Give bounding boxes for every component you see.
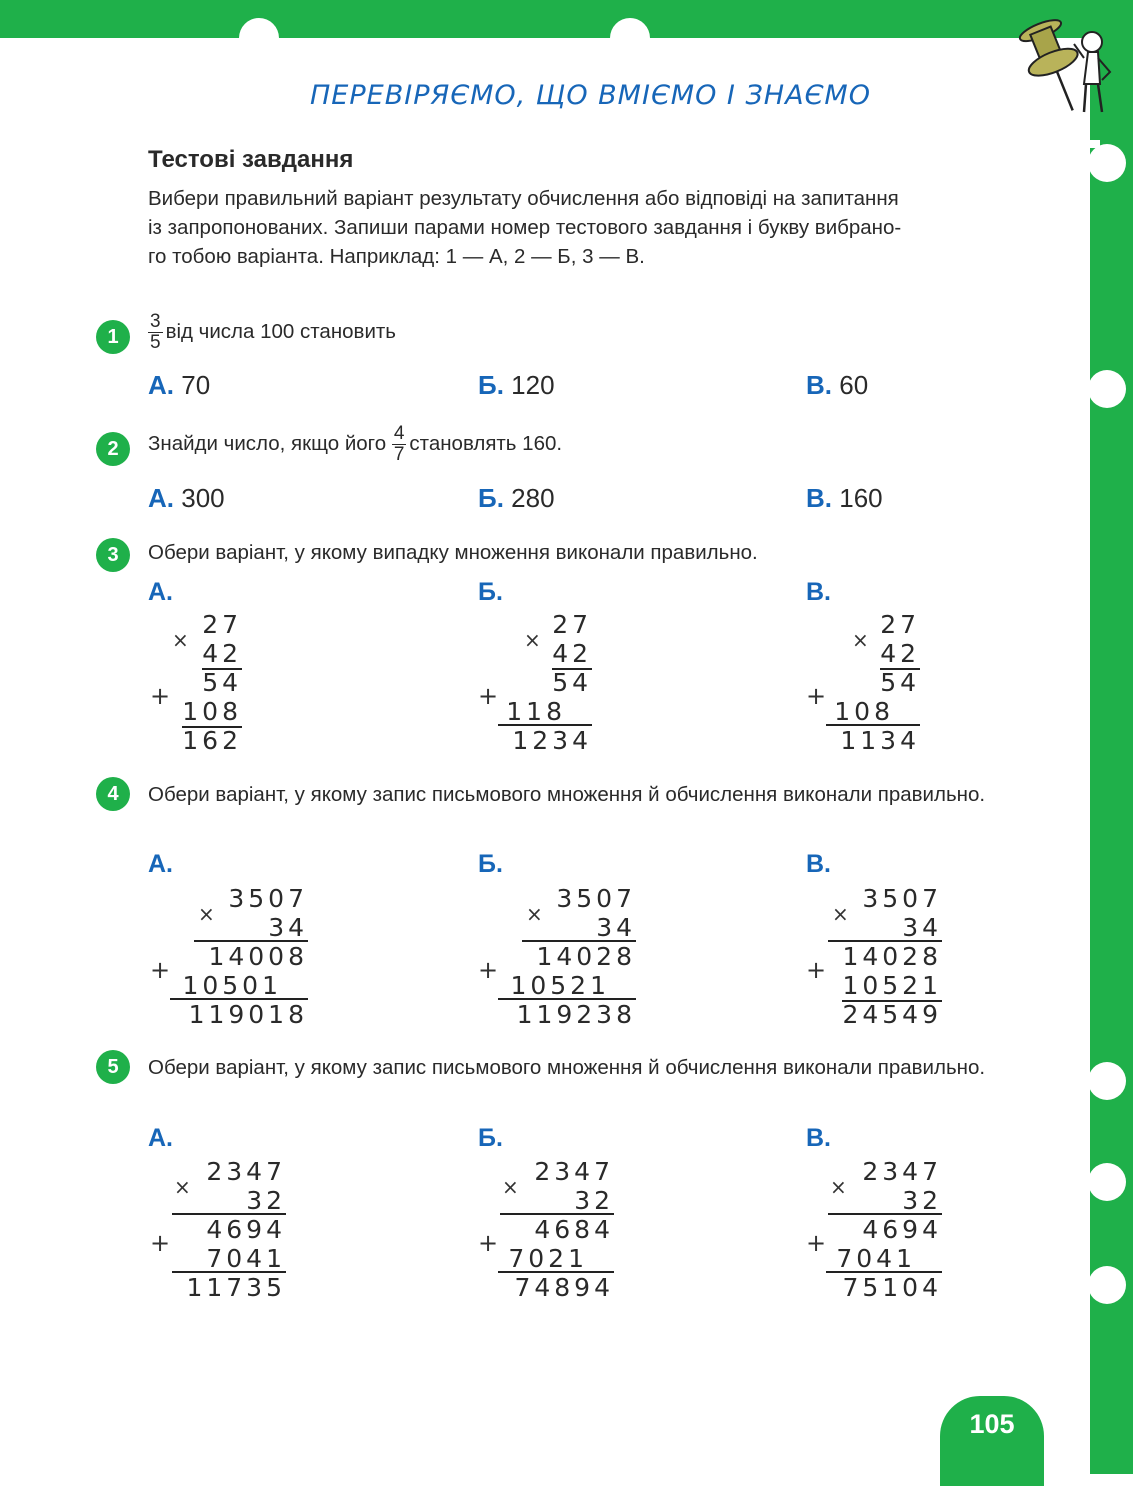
product: 119238 (516, 1000, 636, 1029)
option-value: 70 (181, 370, 211, 400)
binder-notch (1088, 370, 1126, 408)
binder-notch (610, 18, 650, 58)
product: 119018 (188, 1000, 308, 1029)
partial-product: 54 (552, 668, 592, 697)
option-letter: В. (806, 578, 831, 606)
times-sign: × (526, 902, 543, 926)
binder-notch (1088, 144, 1126, 182)
multiplicand: 3507 (862, 884, 942, 913)
multiplier: 42 (880, 639, 920, 668)
option-value: 120 (511, 370, 555, 400)
answer-option (148, 483, 225, 514)
option-letter: Б. (478, 483, 504, 513)
partial-product: 7021 (508, 1244, 588, 1273)
partial-product: 108 (834, 697, 894, 726)
partial-product: 118 (506, 697, 566, 726)
multiplier: 32 (246, 1186, 286, 1215)
column-multiplication (420, 884, 636, 1029)
product: 74894 (514, 1273, 614, 1302)
partial-product: 4694 (862, 1215, 942, 1244)
question-2-text (148, 424, 562, 465)
plus-sign: + (150, 956, 171, 984)
page-title: ПЕРЕВІРЯЄМО, ЩО ВМІЄМО І ЗНАЄМО (310, 80, 871, 111)
times-sign: × (524, 628, 541, 652)
plus-sign: + (150, 1229, 171, 1257)
option-letter: Б. (478, 370, 504, 400)
product: 75104 (842, 1273, 942, 1302)
plus-sign: + (806, 956, 827, 984)
instructions-line: Вибери правильний варіант результату обчислення або відповіді на запитання (148, 187, 899, 210)
multiplicand: 2347 (534, 1157, 614, 1186)
answer-option (806, 370, 868, 401)
binder-notch (1088, 1163, 1126, 1201)
multiplier: 34 (902, 913, 942, 942)
partial-product: 54 (202, 668, 242, 697)
partial-product: 4684 (534, 1215, 614, 1244)
binder-notch (1088, 1062, 1126, 1100)
instructions-line: го тобою варіанта. Наприклад: 1 — А, 2 — Б, 3 — В. (148, 245, 645, 268)
fraction-denominator: 5 (150, 332, 161, 353)
fraction-numerator: 4 (393, 423, 405, 444)
right-green-band (1090, 0, 1133, 1474)
column-multiplication (748, 1157, 942, 1302)
option-value: 280 (511, 483, 555, 513)
option-letter: В. (806, 370, 832, 400)
binder-notch (239, 18, 279, 58)
multiplicand: 3507 (228, 884, 308, 913)
product: 24549 (842, 1000, 942, 1029)
option-value: 300 (181, 483, 225, 513)
plus-sign: + (150, 682, 171, 710)
option-value: 160 (839, 483, 883, 513)
option-letter: А. (148, 1124, 173, 1152)
option-letter: Б. (478, 850, 503, 878)
multiplier: 42 (552, 639, 592, 668)
option-letter: Б. (478, 1124, 503, 1152)
multiplicand: 2347 (206, 1157, 286, 1186)
column-multiplication (726, 884, 942, 1029)
partial-product: 14008 (208, 942, 308, 971)
partial-product: 10501 (182, 971, 282, 1000)
times-sign: × (830, 1175, 847, 1199)
partial-product: 54 (880, 668, 920, 697)
product: 162 (182, 726, 242, 755)
multiplier: 34 (268, 913, 308, 942)
multiplicand: 27 (880, 610, 920, 639)
times-sign: × (852, 628, 869, 652)
partial-product: 4694 (206, 1215, 286, 1244)
pushpin-mascot-icon (1018, 14, 1122, 118)
times-sign: × (198, 902, 215, 926)
times-sign: × (174, 1175, 191, 1199)
answer-option (478, 483, 555, 514)
plus-sign: + (806, 1229, 827, 1257)
column-multiplication (770, 610, 920, 755)
multiplicand: 3507 (556, 884, 636, 913)
partial-product: 7041 (206, 1244, 286, 1273)
question-1-text (148, 312, 396, 353)
question-number-badge: 2 (96, 432, 130, 466)
times-sign: × (172, 628, 189, 652)
multiplier: 42 (202, 639, 242, 668)
partial-product: 10521 (510, 971, 610, 1000)
partial-product: 10521 (842, 971, 942, 1000)
answer-option (478, 370, 555, 401)
plus-sign: + (478, 956, 499, 984)
multiplicand: 2347 (862, 1157, 942, 1186)
plus-sign: + (478, 682, 499, 710)
instructions-line: із запропонованих. Запиши парами номер тестового завдання і букву вибрано- (148, 216, 902, 239)
question-text: Обери варіант, у якому запис письмового множення й обчислення виконали правильно. (148, 1056, 986, 1079)
section-heading: Тестові завдання (148, 146, 354, 173)
column-multiplication (92, 884, 308, 1029)
question-text: Обери варіант, у якому випадку множення виконали правильно. (148, 541, 758, 564)
column-multiplication (92, 610, 242, 755)
partial-product: 14028 (536, 942, 636, 971)
product: 1234 (512, 726, 592, 755)
question-number-badge: 3 (96, 538, 130, 572)
column-multiplication (420, 1157, 614, 1302)
partial-product: 14028 (842, 942, 942, 971)
multiplier: 34 (596, 913, 636, 942)
plus-sign: + (806, 682, 827, 710)
multiplier: 32 (574, 1186, 614, 1215)
times-sign: × (832, 902, 849, 926)
question-text: від числа 100 становить (165, 319, 396, 343)
multiplicand: 27 (202, 610, 242, 639)
option-value: 60 (839, 370, 869, 400)
fraction-denominator: 7 (393, 444, 405, 465)
option-letter: В. (806, 850, 831, 878)
option-letter: А. (148, 483, 174, 513)
option-letter: А. (148, 850, 173, 878)
question-text: Обери варіант, у якому запис письмового множення й обчислення виконали правильно. (148, 783, 986, 806)
option-letter: В. (806, 1124, 831, 1152)
top-green-band (0, 0, 1133, 38)
question-number-badge: 1 (96, 320, 130, 354)
times-sign: × (502, 1175, 519, 1199)
question-number-badge: 4 (96, 777, 130, 811)
option-letter: Б. (478, 578, 503, 606)
plus-sign: + (478, 1229, 499, 1257)
binder-notch (1088, 1266, 1126, 1304)
partial-product: 108 (182, 697, 242, 726)
fraction (392, 424, 407, 465)
answer-option (148, 370, 210, 401)
question-number-badge: 5 (96, 1050, 130, 1084)
partial-product: 7041 (836, 1244, 916, 1273)
multiplicand: 27 (552, 610, 592, 639)
instructions (148, 184, 1043, 271)
column-multiplication (442, 610, 592, 755)
option-letter: А. (148, 578, 173, 606)
product: 1134 (840, 726, 920, 755)
page-number: 105 (940, 1396, 1044, 1486)
answer-option (806, 483, 883, 514)
product: 11735 (186, 1273, 286, 1302)
option-letter: В. (806, 483, 832, 513)
option-letter: А. (148, 370, 174, 400)
fraction (148, 312, 163, 353)
question-text: Знайди число, якщо його (148, 431, 387, 455)
multiplier: 32 (902, 1186, 942, 1215)
question-text: становлять 160. (409, 431, 563, 455)
fraction-numerator: 3 (150, 311, 161, 332)
column-multiplication (92, 1157, 286, 1302)
